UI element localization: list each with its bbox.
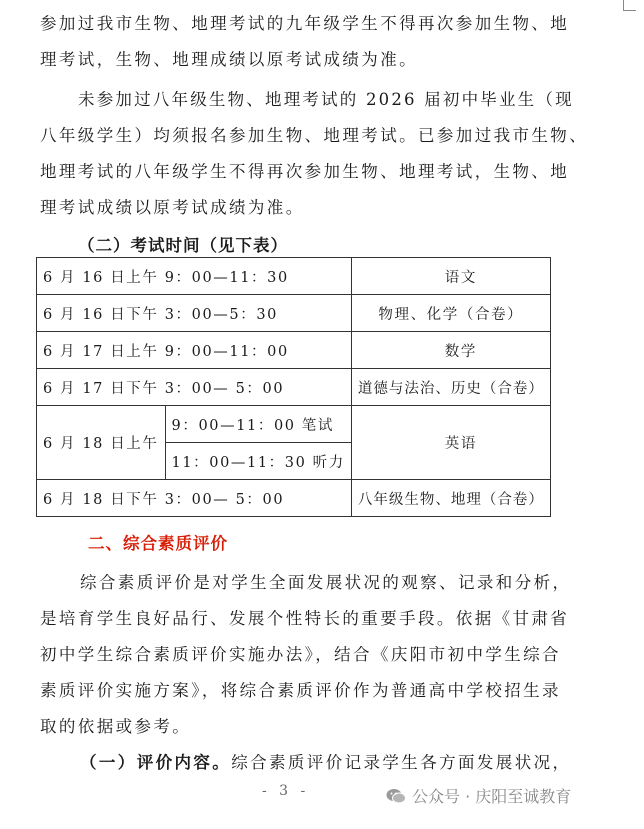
exam-time-cell: 6 月 18 日下午 3：00— 5：00 <box>37 480 352 517</box>
paragraph-line: 未参加过八年级生物、地理考试的 2026 届初中毕业生（现 <box>78 90 574 109</box>
paragraph-line: 地理考试的八年级学生不得再次参加生物、地理考试，生物、地 <box>40 162 570 181</box>
section-heading: 二、综合素质评价 <box>88 534 228 553</box>
paragraph-line: 素质评价实施方案》，将综合素质评价作为普通高中学校招生录 <box>40 681 561 700</box>
paragraph-line: 参加过我市生物、地理考试的九年级学生不得再次参加生物、地 <box>40 14 570 33</box>
eval-content-label: （一）评价内容。 <box>80 753 232 772</box>
exam-subject-cell: 物理、化学（合卷） <box>351 295 550 332</box>
exam-subject-cell: 语文 <box>351 258 550 295</box>
table-row <box>37 258 551 295</box>
exam-time-cell: 6 月 16 日下午 3：00—5：30 <box>37 295 352 332</box>
table-row <box>37 406 551 443</box>
exam-time-cell: 6 月 18 日上午 <box>37 406 166 480</box>
paragraph-line: 八年级学生）均须报名参加生物、地理考试。已参加过我市生物、 <box>40 126 589 145</box>
paragraph-line: 取的依据或参考。 <box>40 717 192 736</box>
page-number: - 3 - <box>262 783 310 799</box>
table-row <box>37 480 551 517</box>
table-row <box>37 332 551 369</box>
wechat-icon <box>386 788 406 804</box>
paragraph-line: 综合素质评价是对学生全面发展状况的观察、记录和分析， <box>80 573 572 592</box>
exam-time-heading: （二）考试时间（见下表） <box>78 236 288 255</box>
paragraph-line: 初中学生综合素质评价实施办法》，结合《庆阳市初中学生综合 <box>40 645 561 664</box>
watermark <box>386 784 571 807</box>
paragraph-line: 是培育学生良好品行、发展个性特长的重要手段。依据《甘肃省 <box>40 609 570 628</box>
paragraph-line: 理考试成绩以原考试成绩为准。 <box>40 198 305 217</box>
eval-content-line <box>80 749 571 773</box>
exam-subject-cell: 数学 <box>351 332 550 369</box>
paragraph-line: 理考试，生物、地理成绩以原考试成绩为准。 <box>40 50 418 69</box>
exam-subject-cell: 英语 <box>351 406 550 480</box>
page-corner-mark <box>623 0 636 11</box>
exam-subtime-cell: 9：00—11：00 笔试 <box>165 406 351 443</box>
exam-time-cell: 6 月 16 日上午 9：00—11：30 <box>37 258 352 295</box>
exam-subject-cell: 道德与法治、历史（合卷） <box>351 369 550 406</box>
exam-time-cell: 6 月 17 日下午 3：00— 5：00 <box>37 369 352 406</box>
table-row <box>37 369 551 406</box>
exam-subject-cell: 八年级生物、地理（合卷） <box>351 480 550 517</box>
exam-schedule-table <box>36 257 551 517</box>
exam-time-cell: 6 月 17 日上午 9：00—11：00 <box>37 332 352 369</box>
eval-content-text: 综合素质评价记录学生各方面发展状况， <box>231 753 572 772</box>
table-row <box>37 295 551 332</box>
exam-subtime-cell: 11：00—11：30 听力 <box>165 443 351 480</box>
watermark-text: 公众号 · 庆阳至诚教育 <box>412 787 572 806</box>
